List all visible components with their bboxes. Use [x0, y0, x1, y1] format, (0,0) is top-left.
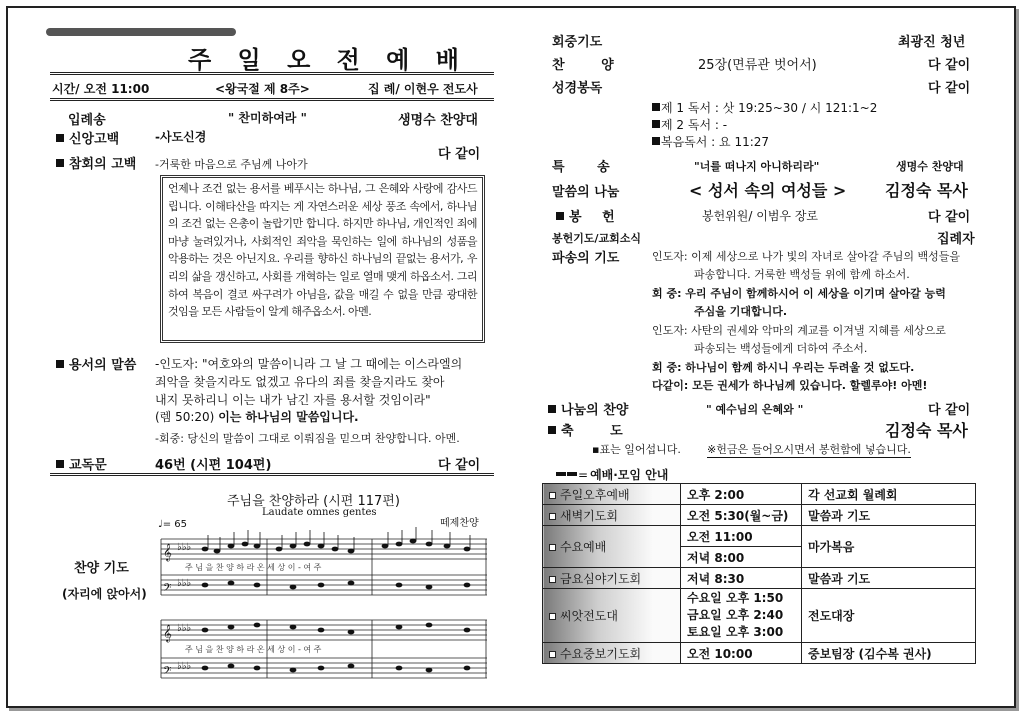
prayer-by: 최광진 청년 — [898, 35, 966, 50]
schedule-time: 오후 2:00 — [681, 484, 802, 505]
creed-value: -사도신경 — [155, 130, 207, 144]
schedule-name: 새벽기도회 — [543, 505, 681, 526]
divider — [50, 72, 494, 75]
square-icon — [56, 159, 64, 167]
square-icon — [652, 137, 660, 145]
sending-line: 파송합니다. 거룩한 백성들 위에 함께 하소서. — [694, 268, 910, 281]
table-row — [543, 589, 976, 643]
square-icon — [56, 134, 64, 142]
service-time: 시간/ 오전 11:00 — [52, 82, 150, 96]
schedule-table — [542, 483, 976, 664]
svg-text:♭♭♭: ♭♭♭ — [177, 623, 192, 634]
schedule-desc: 마가복음 — [802, 526, 976, 568]
square-icon — [56, 360, 64, 368]
schedule-name: 주일오후예배 — [543, 484, 681, 505]
share-by: 다 같이 — [928, 403, 971, 418]
creed-row: 신앙고백 — [56, 128, 119, 147]
sending-line: 파송되는 백성들에게 더하여 주소서. — [694, 342, 868, 355]
reading-2: 제 2 독서 : - — [652, 116, 727, 133]
offering-row: 봉 헌 — [556, 206, 623, 225]
square-icon — [549, 576, 556, 583]
sending-line: 주심을 기대합니다. — [694, 305, 788, 318]
svg-text:♭♭♭: ♭♭♭ — [177, 661, 192, 672]
news-by: 집례자 — [937, 232, 975, 247]
note-offering: ※헌금은 들어오시면서 봉헌함에 넣습니다. — [707, 443, 911, 456]
confess-by: 다 같이 — [438, 147, 481, 162]
schedule-heading: = 예배·모임 안내 — [556, 466, 668, 483]
offering-value: 봉헌위원/ 이범우 장로 — [702, 209, 819, 223]
header-bar — [46, 28, 236, 36]
svg-text:𝄢: 𝄢 — [163, 665, 172, 680]
divider — [50, 98, 494, 101]
hymn-label: 찬 양 — [552, 58, 630, 73]
schedule-desc: 중보팀장 (김수복 권사) — [802, 643, 976, 664]
square-icon — [652, 103, 660, 111]
svg-text:𝄞: 𝄞 — [163, 543, 172, 561]
sermon-by: 김정숙 목사 — [885, 181, 968, 200]
schedule-time: 오전 5:30(월~금) — [681, 505, 802, 526]
intro-by: 생명수 찬양대 — [398, 113, 478, 128]
divider — [50, 473, 494, 476]
square-icon — [652, 120, 660, 128]
sending-line: 인도자: 사탄의 권세와 악마의 계교를 이겨낼 지혜를 세상으로 — [652, 324, 946, 337]
song-title: 주님을 찬양하라 (시편 117편) — [227, 494, 400, 509]
schedule-name: 금요심야기도회 — [543, 568, 681, 589]
schedule-name: 수요중보기도회 — [543, 643, 681, 664]
schedule-desc: 각 선교회 월례회 — [802, 484, 976, 505]
prayer-label: 회중기도 — [552, 35, 603, 50]
presider: 집 례/ 이현우 전도사 — [368, 82, 478, 96]
square-icon — [549, 513, 556, 520]
bar-icon — [556, 472, 566, 476]
lyrics: 주 님 을 찬 양 하 라 온 세 상 이 - 여 주 — [185, 563, 322, 572]
sermon-label: 말씀의 나눔 — [552, 185, 620, 200]
bar-icon — [567, 472, 577, 476]
schedule-desc: 말씀과 기도 — [802, 505, 976, 526]
song-latin: Laudate omnes gentes — [262, 507, 377, 518]
reading-3: 복음독서 : 요 11:27 — [652, 133, 769, 150]
svg-text:♭♭♭: ♭♭♭ — [177, 542, 192, 553]
table-row — [543, 526, 976, 547]
note-standing: ▪표는 일어섭니다. — [592, 443, 681, 456]
sending-label: 파송의 기도 — [552, 251, 620, 266]
square-icon — [549, 544, 556, 551]
pardon-line: -인도자: "여호와의 말씀이니라 그 날 그 때에는 이스라엘의 — [155, 357, 463, 371]
special-label: 특 송 — [552, 160, 624, 175]
sending-line: 다같이: 모든 권세가 하나님께 있습니다. 할렐루야! 아멘! — [652, 379, 928, 392]
svg-text:♭♭♭: ♭♭♭ — [177, 578, 192, 589]
schedule-desc: 말씀과 기도 — [802, 568, 976, 589]
song-label: 찬양 기도 — [74, 561, 129, 576]
bless-row: 축 도 — [548, 420, 639, 439]
season: <왕국절 제 8주> — [215, 82, 310, 96]
table-row — [543, 643, 976, 664]
song-label-sub: (자리에 앉아서) — [62, 587, 147, 601]
sending-line: 회 중: 하나님이 함께 하시니 우리는 두려울 것 없도다. — [652, 361, 915, 374]
special-by: 생명수 찬양대 — [896, 160, 964, 173]
intro-label: 입례송 — [68, 113, 106, 128]
confess-row: 참회의 고백 — [56, 153, 136, 172]
schedule-time: 오전 11:00 — [681, 526, 802, 547]
news-label: 봉헌기도/교회소식 — [552, 232, 642, 245]
schedule-time: 저녁 8:30 — [681, 568, 802, 589]
reading-label: 성경봉독 — [552, 81, 603, 96]
pardon-ref: (렘 50:20) 이는 하나님의 말씀입니다. — [155, 410, 359, 424]
litany-row: 교독문 — [56, 454, 107, 473]
schedule-time: 오전 10:00 — [681, 643, 802, 664]
schedule-desc: 전도대장 — [802, 589, 976, 643]
square-icon — [56, 460, 64, 468]
share-title: " 예수님의 은혜와 " — [706, 403, 804, 416]
song-tempo: ♩= 65 — [158, 519, 187, 530]
hymn-value: 25장(면류관 벗어서) — [698, 58, 817, 73]
confession-box: 언제나 조건 없는 용서를 베푸시는 하나님, 그 은혜와 사랑에 감사드립니다. 이해타산을 따지는 게 자연스러운 세상 풍조 속에서, 하나님의 조건 없는 은총이 놀랍기만 합니다. 하지만 하나님, 개인적인 죄에 마냥 눌려있거나, 사회적인 죄악을 묵인하는 일에 하나님의 성품을 악용하는 것은 아닌지요. 우리를 향하신 하나님의 끝없는 용서가, 우리의 삶을 갱신하고, 사회를 개혁하는 일로 열매 맺게 하옵소서. 그리하여 복음이 결코 싸구려가 아님을, 값을 매길 수 없을 만큼 광대한 것임을 모든 사람들이 알게 해주옵소서. 아멘. — [160, 175, 485, 343]
svg-text:𝄞: 𝄞 — [163, 624, 172, 642]
square-icon — [549, 651, 556, 658]
table-row — [543, 568, 976, 589]
pardon-response: -회중: 당신의 말씀이 그대로 이뤄짐을 믿으며 찬양합니다. 아멘. — [155, 432, 460, 445]
litany-by: 다 같이 — [438, 458, 481, 473]
schedule-time: 수요일 오후 1:50 금요일 오후 2:40 토요일 오후 3:00 — [681, 589, 802, 643]
sending-line: 인도자: 이제 세상으로 나가 빛의 자녀로 살아갈 주님의 백성들을 — [652, 250, 960, 263]
intro-title: " 찬미하여라 " — [228, 111, 307, 125]
square-icon — [548, 405, 556, 413]
pardon-row: 용서의 말씀 — [56, 354, 136, 373]
share-row: 나눔의 찬양 — [548, 399, 628, 418]
reading-1: 제 1 독서 : 삿 19:25~30 / 시 121:1~2 — [652, 99, 877, 116]
litany-value: 46번 (시편 104편) — [155, 458, 272, 473]
table-row — [543, 484, 976, 505]
reading-by: 다 같이 — [928, 81, 971, 96]
page-title: 주 일 오 전 예 배 — [188, 46, 468, 74]
square-icon — [548, 426, 556, 434]
table-row — [543, 505, 976, 526]
hymn-by: 다 같이 — [928, 58, 971, 73]
svg-text:𝄢: 𝄢 — [163, 582, 172, 597]
sheet-music — [157, 515, 487, 695]
sermon-title: < 성서 속의 여성들 > — [689, 181, 847, 200]
square-icon — [549, 613, 556, 620]
schedule-time: 저녁 8:00 — [681, 547, 802, 568]
pardon-line: 내지 못하리니 이는 내가 남긴 자를 용서할 것임이라" — [155, 393, 431, 407]
special-title: "너를 떠나지 아니하리라" — [694, 160, 820, 173]
bless-by: 김정숙 목사 — [885, 421, 968, 440]
schedule-name: 수요예배 — [543, 526, 681, 568]
lyrics: 주 님 을 찬 양 하 라 온 세 상 이 - 여 주 — [185, 645, 322, 654]
song-credit: 떼제찬양 — [440, 518, 479, 529]
schedule-name: 씨앗전도대 — [543, 589, 681, 643]
square-icon — [556, 212, 564, 220]
sending-line: 회 중: 우리 주님이 함께하시어 이 세상을 이기며 살아갈 능력 — [652, 287, 946, 300]
offering-by: 다 같이 — [928, 210, 971, 225]
square-icon — [549, 492, 556, 499]
pardon-line: 죄악을 찾을지라도 없겠고 유다의 죄를 찾을지라도 찾아 — [155, 375, 445, 389]
confess-sub: -거룩한 마음으로 주님께 나아가 — [155, 158, 308, 171]
